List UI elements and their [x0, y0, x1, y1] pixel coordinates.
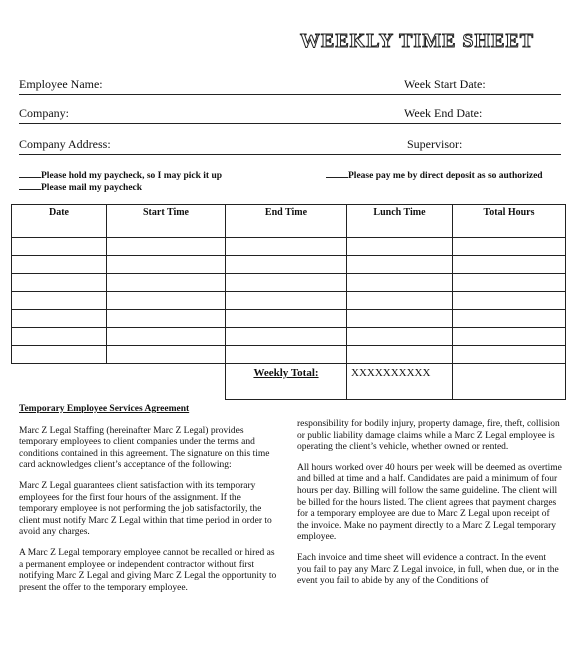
table-cell[interactable] — [453, 328, 566, 346]
table-cell[interactable] — [347, 310, 453, 328]
table-row[interactable] — [12, 328, 566, 346]
time-table — [11, 204, 566, 400]
mail-checkbox-line — [19, 180, 41, 190]
agreement-paragraph: Marc Z Legal guarantees client satisfaction with its temporary employees for the first four hours of the assignment. If the temporary employee is not performing the job satisfactorily, the client must notify Marc Z Legal within that time period in order to avoid any charges. — [19, 480, 272, 538]
table-cell[interactable] — [107, 328, 226, 346]
table-cell[interactable] — [453, 310, 566, 328]
weekly-total-hours-cell[interactable] — [453, 364, 566, 400]
table-cell[interactable] — [453, 346, 566, 364]
employee-name-field[interactable] — [19, 76, 561, 95]
company-address-field[interactable] — [19, 136, 561, 155]
table-cell[interactable] — [347, 256, 453, 274]
table-cell[interactable] — [12, 310, 107, 328]
agreement-right-column — [297, 419, 562, 597]
agreement-paragraph: A Marc Z Legal temporary employee cannot be recalled or hired as a permanent employee or independent contractor without first notifying Marc Z Legal and giving Marc Z Legal the opportunity to present the offer to the temporary employee. — [19, 547, 277, 593]
table-cell[interactable] — [226, 274, 347, 292]
table-cell[interactable] — [453, 256, 566, 274]
table-row[interactable] — [12, 346, 566, 364]
table-cell[interactable] — [12, 346, 107, 364]
week-end-label: Week End Date: — [404, 106, 483, 120]
employee-name-label: Employee Name: — [19, 77, 103, 91]
agreement-title: Temporary Employee Services Agreement — [19, 404, 190, 414]
table-row[interactable] — [12, 238, 566, 256]
deposit-option-label: Please pay me by direct deposit as so authorized — [348, 171, 543, 181]
table-cell[interactable] — [453, 238, 566, 256]
agreement-left-column — [19, 404, 277, 603]
hold-checkbox-line — [19, 168, 41, 178]
company-address-label: Company Address: — [19, 137, 111, 151]
table-cell[interactable] — [226, 256, 347, 274]
deposit-checkbox-line — [326, 168, 348, 178]
table-cell[interactable] — [107, 346, 226, 364]
table-cell[interactable] — [12, 274, 107, 292]
direct-deposit-option[interactable] — [326, 168, 543, 181]
company-field[interactable] — [19, 105, 561, 124]
table-cell[interactable] — [12, 328, 107, 346]
hold-option-label: Please hold my paycheck, so I may pick it up — [41, 171, 223, 181]
table-cell[interactable] — [453, 292, 566, 310]
table-cell[interactable] — [107, 238, 226, 256]
agreement-paragraph: Each invoice and time sheet will evidence a contract. In the event you fail to pay any Marc Z Legal invoice, in full, when due, or in the event you fail to abide by any of the Conditions of — [297, 552, 559, 587]
table-row[interactable] — [12, 274, 566, 292]
company-label: Company: — [19, 106, 69, 120]
table-cell[interactable] — [347, 328, 453, 346]
table-cell[interactable] — [347, 346, 453, 364]
header-end-time: End Time — [226, 205, 347, 238]
table-cell[interactable] — [107, 256, 226, 274]
page-title: WEEKLY TIME SHEET — [300, 30, 535, 52]
week-start-label: Week Start Date: — [404, 77, 486, 91]
table-cell[interactable] — [347, 238, 453, 256]
empty-cell — [12, 364, 107, 400]
table-cell[interactable] — [226, 238, 347, 256]
weekly-total-label: Weekly Total: — [226, 364, 347, 400]
weekly-total-row — [12, 364, 566, 400]
table-cell[interactable] — [226, 328, 347, 346]
empty-cell — [107, 364, 226, 400]
table-cell[interactable] — [453, 274, 566, 292]
agreement-paragraph: responsibility for bodily injury, property damage, fire, theft, collision or public liability damage claims while a Marc Z Legal employee is operating the client’s vehicle, whether owned or rented. — [297, 419, 560, 453]
table-cell[interactable] — [226, 346, 347, 364]
header-lunch-time: Lunch Time — [347, 205, 453, 238]
header-start-time: Start Time — [107, 205, 226, 238]
table-cell[interactable] — [107, 310, 226, 328]
weekly-total-value: XXXXXXXXXX — [347, 364, 453, 400]
table-cell[interactable] — [12, 238, 107, 256]
mail-option-label: Please mail my paycheck — [41, 183, 143, 193]
table-cell[interactable] — [226, 292, 347, 310]
mail-paycheck-option[interactable] — [19, 180, 142, 193]
table-cell[interactable] — [226, 310, 347, 328]
table-row[interactable] — [12, 256, 566, 274]
table-cell[interactable] — [347, 292, 453, 310]
table-cell[interactable] — [347, 274, 453, 292]
table-row[interactable] — [12, 310, 566, 328]
table-cell[interactable] — [107, 274, 226, 292]
table-row[interactable] — [12, 292, 566, 310]
agreement-paragraph: Marc Z Legal Staffing (hereinafter Marc Z Legal) provides temporary employees to client companies under the terms and conditions contained in this agreement. The signature on this time card acknowledges client’s acceptance of the following: — [19, 425, 270, 471]
header-total-hours: Total Hours — [453, 205, 566, 238]
agreement-paragraph: All hours worked over 40 hours per week will be deemed as overtime and billed at time and a half. Candidates are paid a minimum of four hours per day. Billing will follow the same guideline. The client will be billed for the hours listed. The client agrees that payment charges for a temporary employee are due to Marc Z Legal upon receipt of the invoice. Make no payment directly to a Marc Z Legal temporary employee. — [297, 462, 562, 543]
table-cell[interactable] — [12, 292, 107, 310]
table-cell[interactable] — [12, 256, 107, 274]
header-date: Date — [12, 205, 107, 238]
table-header-row — [12, 205, 566, 238]
supervisor-label: Supervisor: — [407, 137, 463, 151]
table-cell[interactable] — [107, 292, 226, 310]
